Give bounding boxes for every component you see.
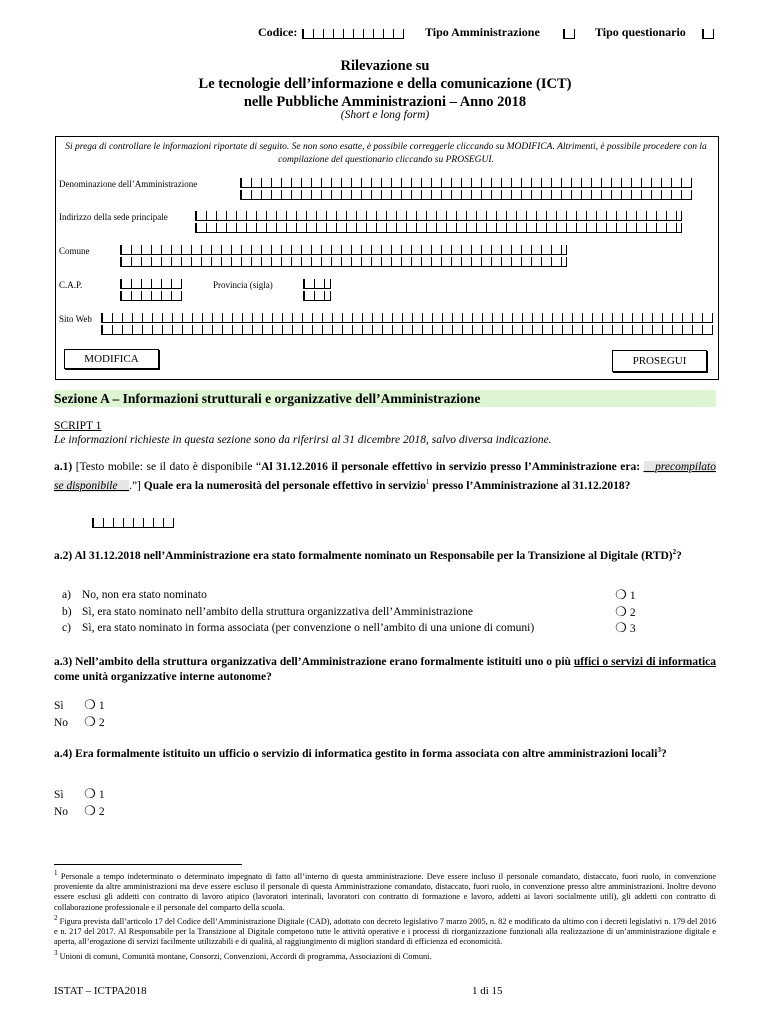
form-intro: Si prega di controllare le informazioni riportate di seguito. Se non sono esatte, è possibile correggerle cliccando su MODIFICA. Altrimenti, è possibile procedere con la compilazione del questionario cliccando su PROSEGUI. bbox=[65, 142, 707, 165]
comune-label: Comune bbox=[59, 246, 90, 256]
title-line-2: Le tecnologie dell’informazione e della comunicazione (ICT) bbox=[198, 76, 572, 92]
comune-field-1[interactable] bbox=[120, 245, 567, 255]
prosegui-button[interactable]: PROSEGUI bbox=[612, 350, 707, 372]
a1-mid: .”] bbox=[129, 479, 144, 492]
radio-button[interactable]: ❍ bbox=[84, 803, 96, 818]
title-subtitle: (Short e long form) bbox=[340, 109, 430, 121]
option-label: Sì, era stato nominato in forma associata (per convenzione o nell’ambito di una unione di comuni) bbox=[82, 622, 535, 634]
question-a4 bbox=[54, 743, 716, 762]
option-letter: c) bbox=[62, 622, 71, 634]
footnote-2: $^2$ Figura prevista dall’articolo 17 del Codice dell’Amministrazione Digitale (CAD), adottato con decreto legislativo 7 marzo 2005, n. 82 e modificato da ultimo con i decreti legislativi n. 179 del 2016 e n. 217 del 2017. Al Responsabile per la Transizione al Digitale competono tutte le attività operative e i processi di riorganizzazione funzionali alla realizzazione di un’amministrazione digitale e aperta, all’erogazione di servizi facilmente utilizzabili e di qualità, al raggiungimento di migliori standard di efficienza ed economicità. bbox=[54, 913, 716, 947]
footnote-divider bbox=[54, 864, 242, 865]
codice-label: Codice: bbox=[258, 25, 298, 39]
a2-option[interactable] bbox=[62, 620, 642, 637]
radio-button[interactable]: ❍ 1 bbox=[615, 587, 636, 602]
modifica-button[interactable]: MODIFICA bbox=[64, 349, 159, 369]
cap-field-1[interactable] bbox=[120, 279, 182, 289]
radio-button[interactable]: ❍ bbox=[84, 786, 96, 801]
a4-options bbox=[54, 786, 105, 820]
radio-button[interactable]: ❍ 2 bbox=[615, 603, 636, 619]
a3-option-si[interactable]: Sì ❍ 1 bbox=[54, 697, 105, 712]
cap-label: C.A.P. bbox=[59, 280, 83, 290]
sito-web-label: Sito Web bbox=[59, 314, 92, 324]
a2-options bbox=[62, 587, 642, 637]
document-title bbox=[0, 57, 770, 111]
radio-button[interactable]: ❍ 3 bbox=[615, 620, 636, 635]
tipo-amministrazione-label: Tipo Amministrazione bbox=[425, 25, 540, 39]
a1-bold-3: presso l’Amministrazione al 31.12.2018? bbox=[429, 479, 631, 492]
comune-field-2[interactable] bbox=[120, 257, 567, 267]
title-line-3: nelle Pubbliche Amministrazioni – Anno 2018 bbox=[243, 94, 527, 110]
script-text: Le informazioni richieste in questa sezione sono da riferirsi al 31 dicembre 2018, salvo diversa indicazione. bbox=[54, 434, 552, 446]
a1-bold-2: Quale era la numerosità del personale effettivo in servizio bbox=[143, 479, 426, 492]
a1-footnote-ref: 1 bbox=[425, 478, 430, 486]
tipo-questionario-field[interactable] bbox=[702, 29, 714, 39]
a4-footnote-ref: 3 bbox=[657, 746, 661, 754]
radio-button[interactable]: ❍ bbox=[84, 697, 96, 712]
a3-option-no[interactable]: No ❍ 2 bbox=[54, 714, 105, 729]
denominazione-field-1[interactable] bbox=[240, 178, 692, 188]
question-a2 bbox=[54, 545, 716, 564]
cap-field-2[interactable] bbox=[120, 291, 182, 301]
a3-pre: a.3) Nell’ambito della struttura organizzativa dell’Amministrazione erano formalmente istituiti uno o più bbox=[54, 656, 574, 668]
a1-prefilled-field: __precompilato se disponibile__ bbox=[54, 461, 716, 492]
a1-number: a.1) bbox=[54, 461, 73, 473]
option-label: Sì, era stato nominato nell’ambito della struttura organizzativa dell’Amministrazione bbox=[82, 605, 473, 618]
a1-personale-field[interactable] bbox=[92, 518, 174, 528]
page-number: 1 di 15 bbox=[472, 985, 503, 997]
a4-option-si[interactable]: Sì ❍ 1 bbox=[54, 786, 105, 801]
a2-end: ? bbox=[676, 549, 682, 562]
script-label: SCRIPT 1 bbox=[54, 420, 102, 432]
tipo-amministrazione-field[interactable] bbox=[563, 29, 575, 39]
a4-end: ? bbox=[660, 747, 667, 760]
a2-option[interactable] bbox=[62, 587, 642, 604]
a2-option[interactable] bbox=[62, 604, 642, 621]
sito-web-field-2[interactable] bbox=[101, 325, 713, 335]
a1-bold-1: Al 31.12.2016 il personale effettivo in servizio presso l’Amministrazione era: bbox=[261, 461, 641, 473]
a4-text: a.4) Era formalmente istituito un ufficio o servizio di informatica gestito in forma associata con altre amministrazioni locali bbox=[54, 747, 658, 760]
indirizzo-field-2[interactable] bbox=[195, 223, 682, 233]
provincia-field-1[interactable] bbox=[303, 279, 331, 289]
option-letter: b) bbox=[62, 605, 72, 618]
title-line-1: Rilevazione su bbox=[340, 58, 430, 74]
provincia-field-2[interactable] bbox=[303, 291, 331, 301]
radio-button[interactable]: ❍ bbox=[84, 714, 96, 729]
a3-post: come unità organizzative interne autonome? bbox=[54, 671, 272, 683]
footnotes bbox=[54, 868, 716, 962]
sito-web-field-1[interactable] bbox=[101, 313, 713, 323]
question-a1 bbox=[54, 460, 716, 494]
provincia-label: Provincia (sigla) bbox=[213, 280, 273, 290]
a3-options bbox=[54, 697, 105, 731]
a4-option-no[interactable]: No ❍ 2 bbox=[54, 803, 105, 818]
indirizzo-field-1[interactable] bbox=[195, 211, 682, 221]
a3-underlined: uffici o servizi di informatica bbox=[573, 656, 716, 668]
denominazione-field-2[interactable] bbox=[240, 190, 692, 200]
footer-left: ISTAT – ICTPA2018 bbox=[54, 985, 147, 997]
codice-field[interactable] bbox=[302, 29, 404, 39]
a2-footnote-ref: 2 bbox=[672, 548, 677, 556]
footnote-1: $^1$ Personale a tempo indeterminato o determinato impegnato di fatto all’interno di questa amministrazione. Deve essere incluso il personale comandato, distaccato, fuori ruolo, in convenzione proveniente da altre amministrazioni ma deve essere escluso il personale di questa Amministrazione comandato, distaccato, fuori ruolo, in convenzione presso altre amministrazioni. Inoltre devono essere esclusi gli addetti con contratto di lavoro atipico (lavoratori interinali, lavoratori con contratto di formazione e lavoro, addetti ai lavori socialmente utili), gli addetti con contratto di collaborazione professionale e il personale del comparto della scuola. bbox=[54, 869, 716, 912]
question-a3 bbox=[54, 655, 716, 685]
option-label: No, non era stato nominato bbox=[82, 589, 207, 601]
tipo-questionario-label: Tipo questionario bbox=[595, 25, 686, 39]
option-letter: a) bbox=[62, 589, 71, 601]
a2-text: a.2) Al 31.12.2018 nell’Amministrazione era stato formalmente nominato un Responsabile per la Transizione al Digitale (RTD) bbox=[54, 549, 673, 562]
a1-pre: [Testo mobile: se il dato è disponibile “ bbox=[75, 461, 262, 473]
footnote-3: $^3$ Unioni di comuni, Comunità montane, Consorzi, Convenzioni, Accordi di programma, Associazioni di Comuni. bbox=[54, 948, 432, 961]
denominazione-label: Denominazione dell’Amministrazione bbox=[59, 179, 198, 189]
indirizzo-label: Indirizzo della sede principale bbox=[59, 212, 168, 222]
section-a-title: Sezione A – Informazioni strutturali e organizzative dell’Amministrazione bbox=[54, 390, 716, 407]
